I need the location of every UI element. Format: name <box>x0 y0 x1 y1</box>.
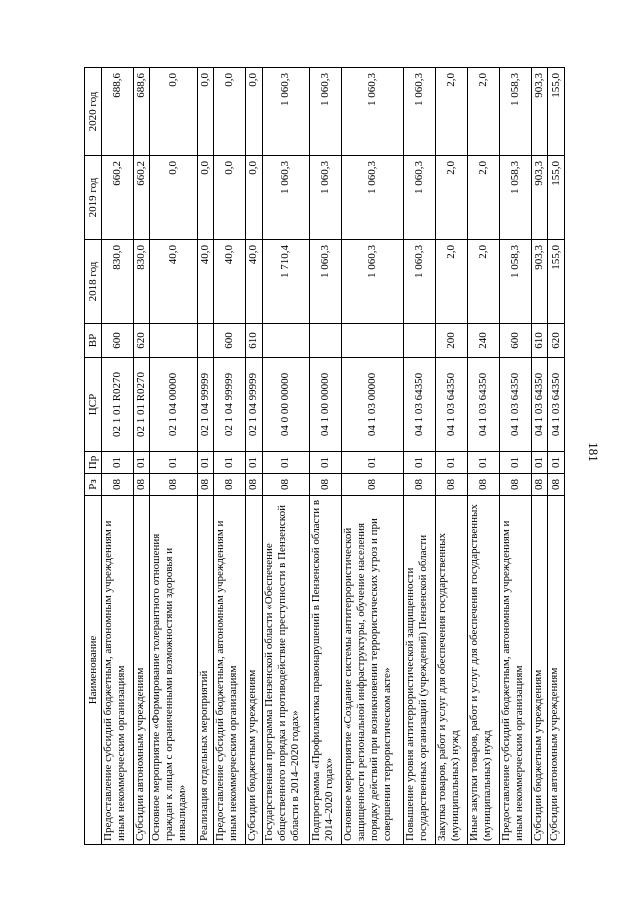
page-number: 181 <box>586 442 601 462</box>
table-row <box>309 68 341 845</box>
cell-csr: 04 1 03 00000 <box>341 358 404 452</box>
cell-vr: 610 <box>246 324 263 358</box>
table-row <box>548 68 565 845</box>
cell-pr: 01 <box>262 452 309 474</box>
cell-pr: 01 <box>468 452 500 474</box>
cell-2018: 40,0 <box>150 240 197 324</box>
header-2018: 2018 год <box>85 240 102 324</box>
cell-2018: 1 060,3 <box>341 240 404 324</box>
cell-2019: 660,2 <box>102 156 134 240</box>
cell-pr: 01 <box>150 452 197 474</box>
cell-pr: 01 <box>404 452 436 474</box>
cell-rz: 08 <box>133 474 150 496</box>
cell-2019: 0,0 <box>197 156 214 240</box>
cell-2020: 1 058,3 <box>499 68 531 156</box>
cell-vr: 620 <box>548 324 565 358</box>
cell-csr: 04 1 00 00000 <box>309 358 341 452</box>
cell-pr: 01 <box>499 452 531 474</box>
cell-vr: 610 <box>531 324 548 358</box>
cell-2019: 2,0 <box>436 156 468 240</box>
cell-rz: 08 <box>309 474 341 496</box>
cell-2019: 155,0 <box>548 156 565 240</box>
table-row <box>150 68 197 845</box>
table-row <box>468 68 500 845</box>
cell-2018: 2,0 <box>468 240 500 324</box>
cell-vr: 600 <box>214 324 246 358</box>
cell-rz: 08 <box>531 474 548 496</box>
budget-table <box>84 67 565 845</box>
cell-pr: 01 <box>309 452 341 474</box>
cell-2018: 40,0 <box>197 240 214 324</box>
cell-2020: 155,0 <box>548 68 565 156</box>
cell-2020: 688,6 <box>102 68 134 156</box>
cell-2018: 903,3 <box>531 240 548 324</box>
cell-2018: 1 710,4 <box>262 240 309 324</box>
cell-name: Предоставление субсидий бюджетным, автономным учреждениям и иным некоммерческим организациям <box>499 496 531 845</box>
header-vr: ВР <box>85 324 102 358</box>
cell-rz: 08 <box>341 474 404 496</box>
table-row <box>197 68 214 845</box>
cell-2020: 2,0 <box>468 68 500 156</box>
cell-csr: 02 1 04 99999 <box>197 358 214 452</box>
cell-name: Предоставление субсидий бюджетным, автономным учреждениям и иным некоммерческим организациям <box>102 496 134 845</box>
cell-2019: 2,0 <box>468 156 500 240</box>
cell-rz: 08 <box>404 474 436 496</box>
cell-2020: 1 060,3 <box>309 68 341 156</box>
cell-2018: 830,0 <box>102 240 134 324</box>
cell-csr: 04 1 03 64350 <box>404 358 436 452</box>
table-row <box>246 68 263 845</box>
cell-2019: 903,3 <box>531 156 548 240</box>
cell-vr <box>404 324 436 358</box>
header-pr: Пр <box>85 452 102 474</box>
cell-pr: 01 <box>102 452 134 474</box>
cell-2018: 155,0 <box>548 240 565 324</box>
cell-pr: 01 <box>341 452 404 474</box>
cell-2020: 1 060,3 <box>404 68 436 156</box>
cell-2020: 2,0 <box>436 68 468 156</box>
table-row <box>214 68 246 845</box>
cell-pr: 01 <box>197 452 214 474</box>
cell-rz: 08 <box>548 474 565 496</box>
cell-name: Субсидии автономным учреждениям <box>548 496 565 845</box>
cell-name: Повышение уровня антитеррористической защищенности государственных организаций (учреждений) Пензенской области <box>404 496 436 845</box>
cell-pr: 01 <box>246 452 263 474</box>
cell-rz: 08 <box>102 474 134 496</box>
table-row <box>133 68 150 845</box>
cell-name: Субсидии бюджетным учреждениям <box>531 496 548 845</box>
cell-csr: 02 1 04 99999 <box>214 358 246 452</box>
cell-name: Субсидии бюджетным учреждениям <box>246 496 263 845</box>
cell-rz: 08 <box>214 474 246 496</box>
cell-2020: 1 060,3 <box>341 68 404 156</box>
cell-2020: 903,3 <box>531 68 548 156</box>
cell-pr: 01 <box>548 452 565 474</box>
cell-2019: 1 060,3 <box>404 156 436 240</box>
cell-2019: 660,2 <box>133 156 150 240</box>
cell-csr: 04 1 03 64350 <box>548 358 565 452</box>
header-csr: ЦСР <box>85 358 102 452</box>
cell-csr: 04 0 00 00000 <box>262 358 309 452</box>
cell-2019: 1 060,3 <box>262 156 309 240</box>
cell-vr: 620 <box>133 324 150 358</box>
table-row <box>436 68 468 845</box>
cell-2018: 1 058,3 <box>499 240 531 324</box>
cell-2019: 0,0 <box>214 156 246 240</box>
cell-rz: 08 <box>246 474 263 496</box>
table-row <box>404 68 436 845</box>
header-name: Наименование <box>85 496 102 845</box>
cell-2018: 40,0 <box>246 240 263 324</box>
cell-vr: 200 <box>436 324 468 358</box>
cell-rz: 08 <box>436 474 468 496</box>
table-row <box>341 68 404 845</box>
header-rz: Рз <box>85 474 102 496</box>
cell-name: Закупка товаров, работ и услуг для обеспечения государственных (муниципальных) нужд <box>436 496 468 845</box>
cell-pr: 01 <box>531 452 548 474</box>
cell-vr <box>262 324 309 358</box>
cell-pr: 01 <box>133 452 150 474</box>
table-row <box>262 68 309 845</box>
cell-rz: 08 <box>197 474 214 496</box>
cell-csr: 02 1 04 00000 <box>150 358 197 452</box>
table-row <box>102 68 134 845</box>
cell-csr: 02 1 01 R0270 <box>133 358 150 452</box>
cell-2018: 1 060,3 <box>309 240 341 324</box>
cell-csr: 04 1 03 64350 <box>436 358 468 452</box>
header-2019: 2019 год <box>85 156 102 240</box>
cell-name: Основное мероприятие «Формирование толерантного отношения граждан к лицам с ограниченными возможностями здоровья и инвалидам» <box>150 496 197 845</box>
cell-name: Подпрограмма «Профилактика правонарушений в Пензенской области в 2014–2020 годах» <box>309 496 341 845</box>
header-2020: 2020 год <box>85 68 102 156</box>
cell-2019: 0,0 <box>246 156 263 240</box>
cell-name: Государственная программа Пензенской области «Обеспечение общественного порядка и противодействие преступности в Пензенской области в 2014–2020 годах» <box>262 496 309 845</box>
cell-rz: 08 <box>150 474 197 496</box>
cell-rz: 08 <box>262 474 309 496</box>
cell-vr <box>197 324 214 358</box>
cell-pr: 01 <box>214 452 246 474</box>
cell-name: Реализация отдельных мероприятий <box>197 496 214 845</box>
cell-2018: 830,0 <box>133 240 150 324</box>
cell-vr <box>309 324 341 358</box>
table-row <box>531 68 548 845</box>
cell-2018: 1 060,3 <box>404 240 436 324</box>
cell-2018: 40,0 <box>214 240 246 324</box>
cell-vr: 600 <box>499 324 531 358</box>
cell-vr <box>341 324 404 358</box>
rotated-table-container <box>84 68 565 845</box>
table-header-row <box>85 68 102 845</box>
cell-vr: 600 <box>102 324 134 358</box>
cell-2020: 0,0 <box>197 68 214 156</box>
cell-pr: 01 <box>436 452 468 474</box>
cell-name: Субсидии автономным учреждениям <box>133 496 150 845</box>
cell-2020: 1 060,3 <box>262 68 309 156</box>
cell-name: Иные закупки товаров, работ и услуг для обеспечения государственных (муниципальных) нужд <box>468 496 500 845</box>
cell-csr: 02 1 01 R0270 <box>102 358 134 452</box>
table-row <box>499 68 531 845</box>
cell-csr: 04 1 03 64350 <box>531 358 548 452</box>
cell-2020: 688,6 <box>133 68 150 156</box>
cell-2020: 0,0 <box>214 68 246 156</box>
cell-vr: 240 <box>468 324 500 358</box>
cell-2019: 0,0 <box>150 156 197 240</box>
cell-name: Основное мероприятие «Создание системы антитеррористической защищенности региональной инфраструктуры, обучение населения порядку действий при возникновении террористических угроз и при совершении террористическом акте» <box>341 496 404 845</box>
cell-vr <box>150 324 197 358</box>
cell-rz: 08 <box>499 474 531 496</box>
cell-2019: 1 058,3 <box>499 156 531 240</box>
cell-name: Предоставление субсидий бюджетным, автономным учреждениям и иным некоммерческим организациям <box>214 496 246 845</box>
cell-rz: 08 <box>468 474 500 496</box>
cell-2020: 0,0 <box>150 68 197 156</box>
cell-csr: 02 1 04 99999 <box>246 358 263 452</box>
cell-2020: 0,0 <box>246 68 263 156</box>
cell-csr: 04 1 03 64350 <box>499 358 531 452</box>
cell-2019: 1 060,3 <box>341 156 404 240</box>
cell-2019: 1 060,3 <box>309 156 341 240</box>
cell-2018: 2,0 <box>436 240 468 324</box>
cell-csr: 04 1 03 64350 <box>468 358 500 452</box>
